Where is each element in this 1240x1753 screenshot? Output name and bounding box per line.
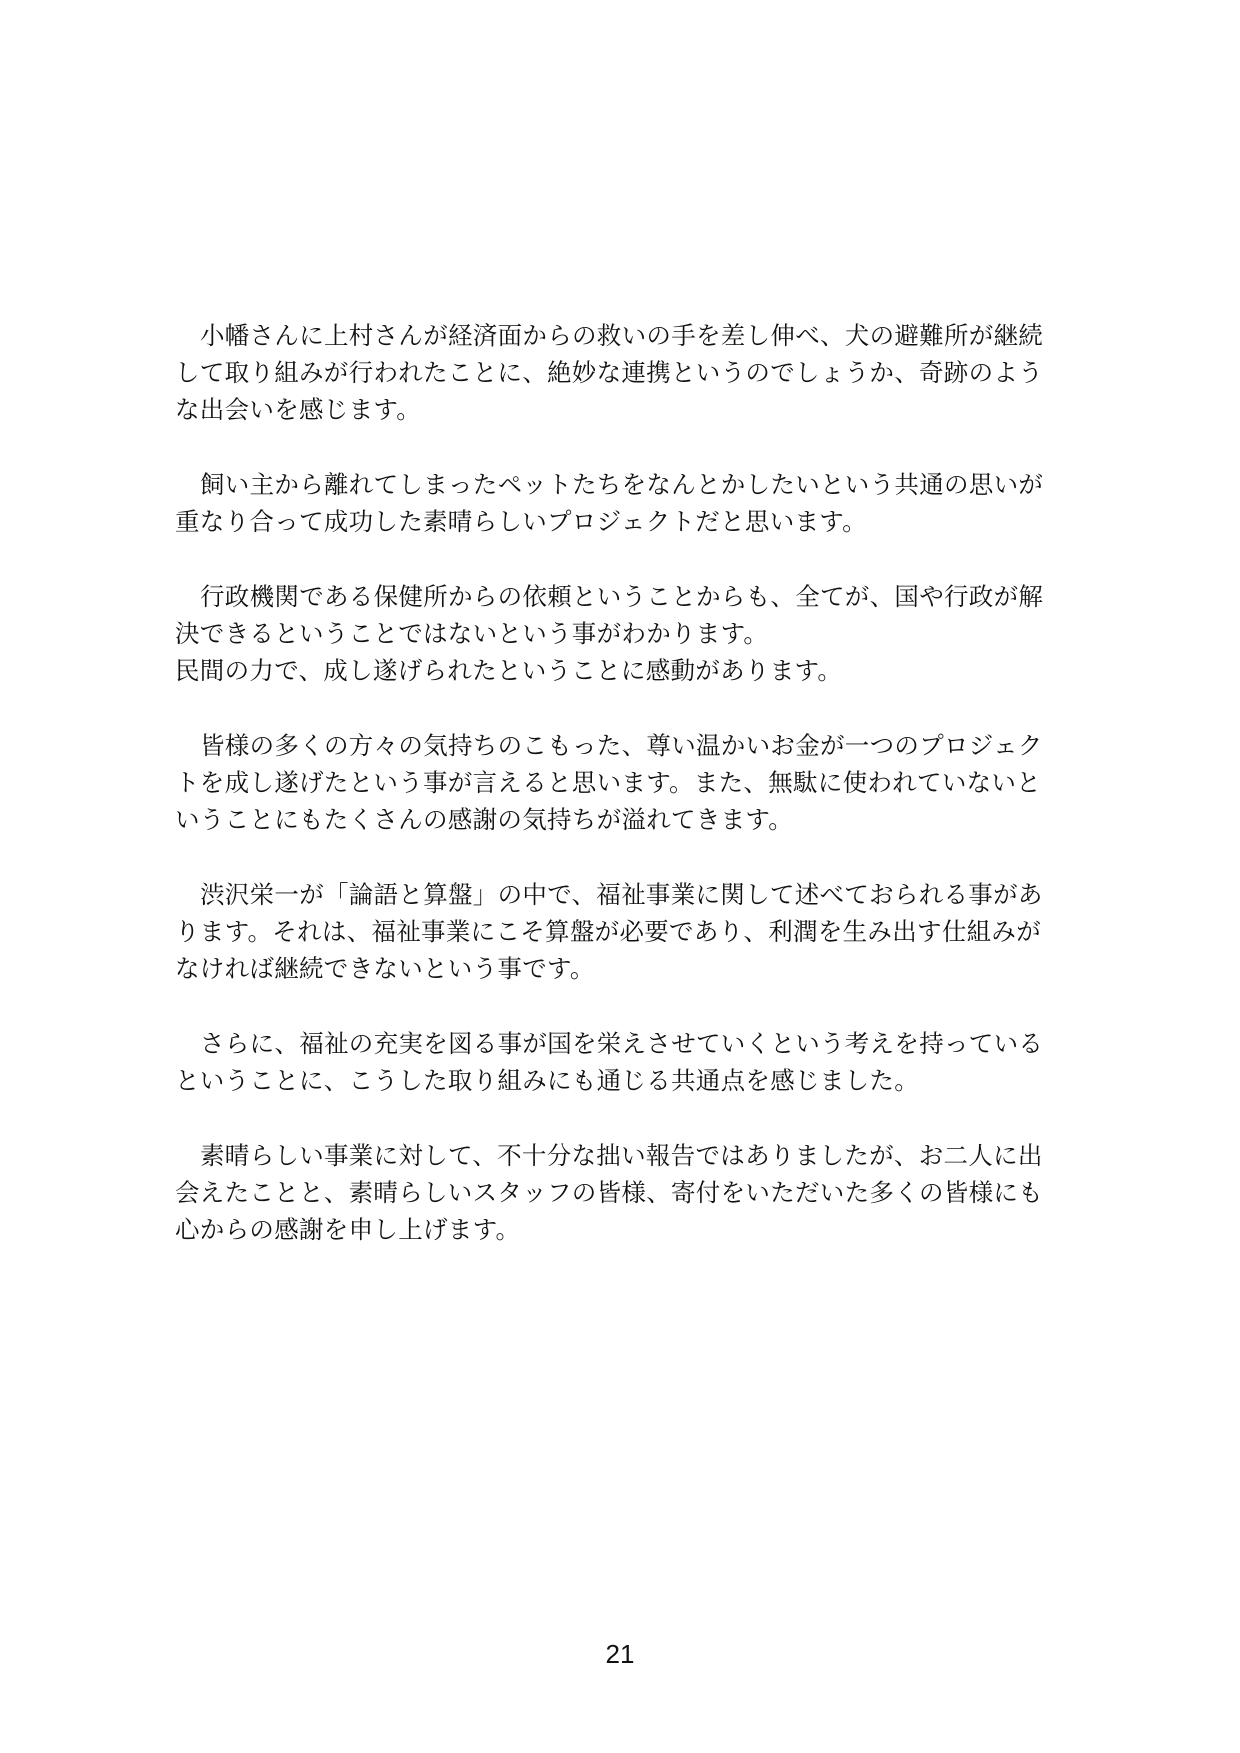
paragraph-line: 素晴らしい事業に対して、不十分な拙い報告ではありましたが、お二人に出 [200,1141,1043,1170]
paragraph-line: 飼い主から離れてしまったペットたちをなんとかしたいという共通の思いが [200,470,1044,499]
paragraph-line: 行政機関である保健所からの依頼ということからも、全てが、国や行政が解 [200,582,1044,611]
paragraph-line: 渋沢栄一が「論語と算盤」の中で、福祉事業に関して述べておられる事があ [200,880,1043,909]
paragraph-line: さらに、福祉の充実を図る事が国を栄えさせていくという考えを持っている [200,1029,1044,1058]
paragraph-5 [175,876,1065,987]
paragraph-line: 小幡さんに上村さんが経済面からの救いの手を差し伸べ、犬の避難所が継続 [200,321,1044,350]
paragraph-line: して取り組みが行われたことに、絶妙な連携というのでしょうか、奇跡のよう [175,358,1043,387]
paragraph-7 [175,1137,1065,1248]
paragraph-line: ということに、こうした取り組みにも通じる共通点を感じました。 [175,1066,919,1095]
paragraph-line: 民間の力で、成し遂げられたということに感動があります。 [175,656,843,685]
paragraph-line: トを成し遂げたという事が言えると思います。また、無駄に使われていないと [175,768,1042,797]
paragraph-line: 心からの感謝を申し上げます。 [175,1215,521,1244]
paragraph-line: いうことにもたくさんの感謝の気持ちが溢れてきます。 [175,805,794,834]
paragraph-3 [175,578,1065,689]
page-number: 21 [605,1639,635,1669]
paragraph-line: ります。それは、福祉事業にこそ算盤が必要であり、利潤を生み出す仕組みが [175,917,1042,946]
document-body [175,317,1065,1286]
paragraph-line: 重なり合って成功した素晴らしいプロジェクトだと思います。 [175,507,867,536]
paragraph-6 [175,1025,1065,1099]
paragraph-line: 決できるということではないという事がわかります。 [175,619,769,648]
paragraph-line: なければ継続できないという事です。 [175,954,595,983]
paragraph-4 [175,727,1065,838]
paragraph-line: 会えたことと、素晴らしいスタッフの皆様、寄付をいただいた多くの皆様にも [175,1178,1043,1207]
paragraph-line: な出会いを感じます。 [175,395,422,424]
paragraph-2 [175,466,1065,540]
paragraph-1 [175,317,1065,428]
paragraph-line: 皆様の多くの方々の気持ちのこもった、尊い温かいお金が一つのプロジェク [200,731,1043,760]
